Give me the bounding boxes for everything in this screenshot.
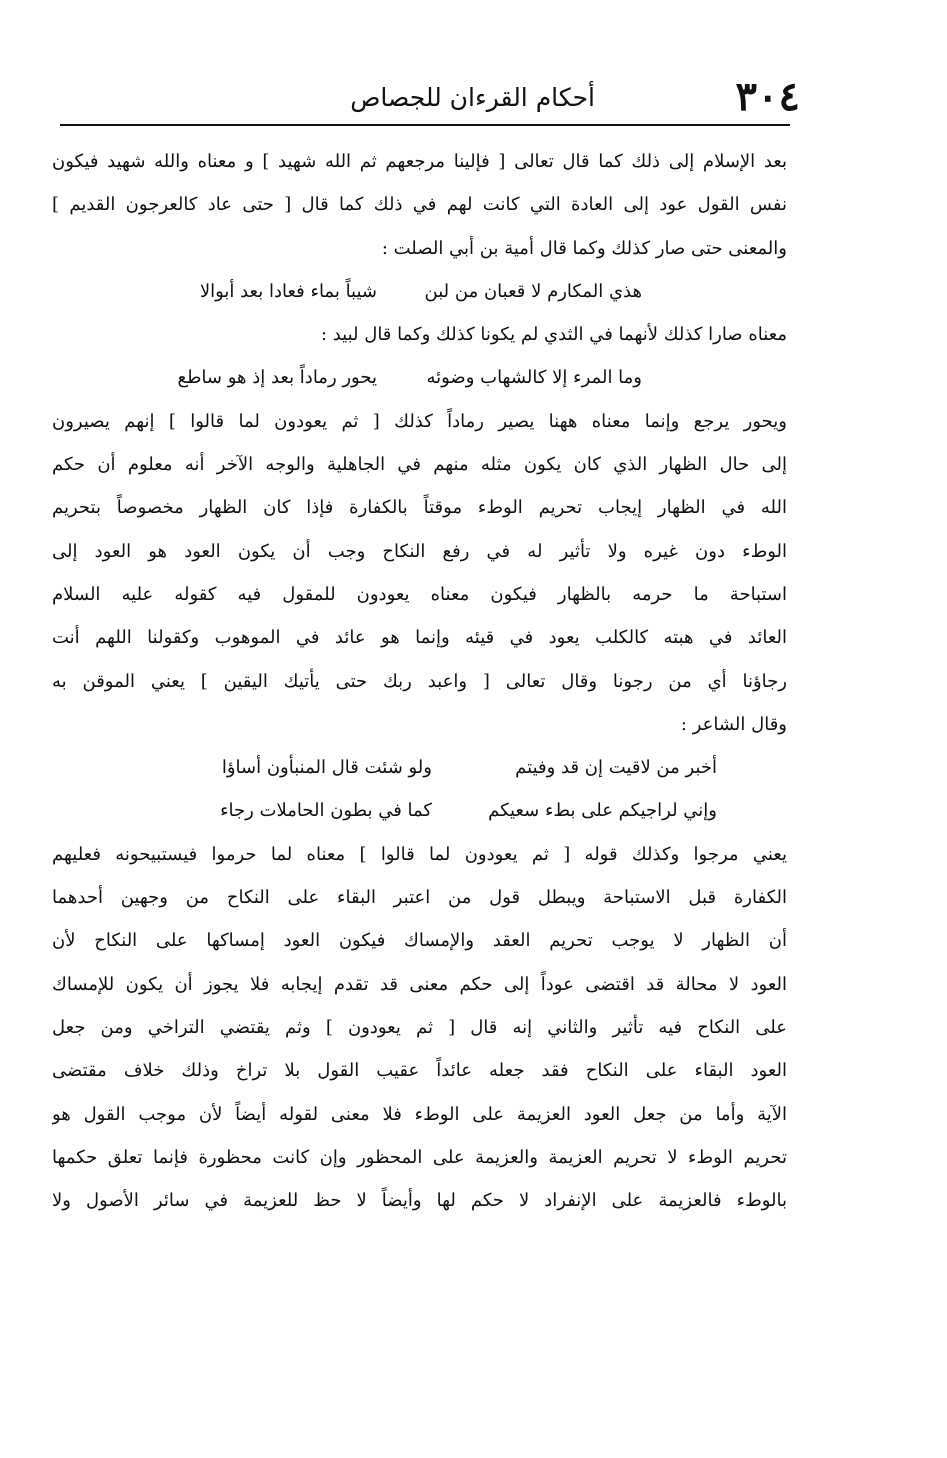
text-line: إلى حال الظهار الذي كان يكون مثله منهم في الجاهلية والوجه الآخر أنه معلوم أن حكم [52,454,787,476]
text-line: الوطء دون غيره ولا تأثير له في رفع النكاح وجب أن يكون العود هو العود إلى [52,540,787,562]
verse-second-hemistich: يحور رماداً بعد إذ هو ساطع [177,367,377,389]
text-line: العائد في هبته كالكلب يعود في قيئه وإنما هو عائد في الموهوب وكقولنا اللهم أنت [52,627,787,649]
text-line: بعد الإسلام إلى ذلك كما قال تعالى [ فإلينا مرجعهم ثم الله شهيد ] و معناه والله شهيد فيكون [52,151,787,172]
header-rule [60,124,790,126]
verse-second-hemistich: كما في بطون الحاملات رجاء [220,800,432,822]
verse-line [52,270,787,313]
verse-line [52,789,787,832]
text-line: رجاؤنا أي من رجونا وقال تعالى [ واعبد ربك حتى يأتيك اليقين ] يعني الموقن به [52,670,787,692]
text-line: والمعنى حتى صار كذلك وكما قال أمية بن أبي الصلت : [381,237,787,259]
verse-line [52,356,787,399]
text-line: الله في الظهار إيجاب تحريم الوطء موقتاً بالكفارة فإذا كان الظهار مخصوصاً بتحريم [52,497,787,519]
text-line: الآية وأما من جعل العود العزيمة على الوطء فلا معنى لقوله أيضاً لأن موجب القول هو [52,1103,787,1125]
page-number: ٣٠٤ [735,73,800,120]
text-line: استباحة ما حرمه بالظهار فيكون معناه يعودون للمقول فيه كقوله عليه السلام [52,583,787,605]
text-line: الكفارة قبل الاستباحة ويبطل قول من اعتبر البقاء على النكاح من وجهين أحدهما [52,887,787,909]
verse-line [52,746,787,789]
text-line: العود البقاء على النكاح فقد جعله عائداً عقيب القول بلا تراخ وذلك خلاف مقتضى [52,1060,787,1082]
verse-first-hemistich: أخبر من لاقيت إن قد وفيتم [515,757,717,779]
verse-first-hemistich: هذي المكارم لا قعبان من لبن [424,280,642,302]
text-line: أن الظهار لا يوجب تحريم العقد والإمساك فيكون العود إمساكها على النكاح لأن [52,930,787,952]
verse-second-hemistich: ولو شئت قال المنبأون أساؤا [221,757,432,779]
text-line: يعني مرجوا وكذلك قوله [ ثم يعودون لما قالوا ] معناه لما حرموا فيستبيحونه فعليهم [52,843,787,865]
verse-first-hemistich: وإني لراجيكم على بطء سعيكم [488,800,717,822]
text-line: ويحور يرجع وإنما معناه ههنا يصير رماداً كذلك [ ثم يعودون لما قالوا ] إنهم يصيرون [52,410,787,432]
text-line: على النكاح فيه تأثير والثاني إنه قال [ ثم يعودون ] وثم يقتضي التراخي ومن جعل [52,1016,787,1038]
body-text [52,140,787,1222]
verse-first-hemistich: وما المرء إلا كالشهاب وضوئه [426,367,642,389]
page-header [60,72,800,122]
text-line: معناه صارا كذلك لأنهما في الثدي لم يكونا كذلك وكما قال لبيد : [320,324,787,346]
text-line: نفس القول عود إلى العادة التي كانت لهم في ذلك كما قال [ حتى عاد كالعرجون القديم ] [52,194,787,216]
text-line: وقال الشاعر : [680,713,787,735]
text-line: العود لا محالة قد اقتضى عوداً إلى حكم معنى قد تقدم إيجابه فلا يجوز أن يكون للإمساك [52,973,787,995]
running-title: أحكام القرءان للجصاص [350,83,595,112]
text-line: تحريم الوطء لا تحريم العزيمة والعزيمة على المحظور وإن كانت محظورة فإنما تعلق حكمها [52,1146,787,1168]
verse-second-hemistich: شيباً بماء فعادا بعد أبوالا [199,280,377,302]
text-line: بالوطء فالعزيمة على الإنفراد لا حكم لها وأيضاً لا حظ للعزيمة في سائر الأصول ولا [52,1190,787,1212]
